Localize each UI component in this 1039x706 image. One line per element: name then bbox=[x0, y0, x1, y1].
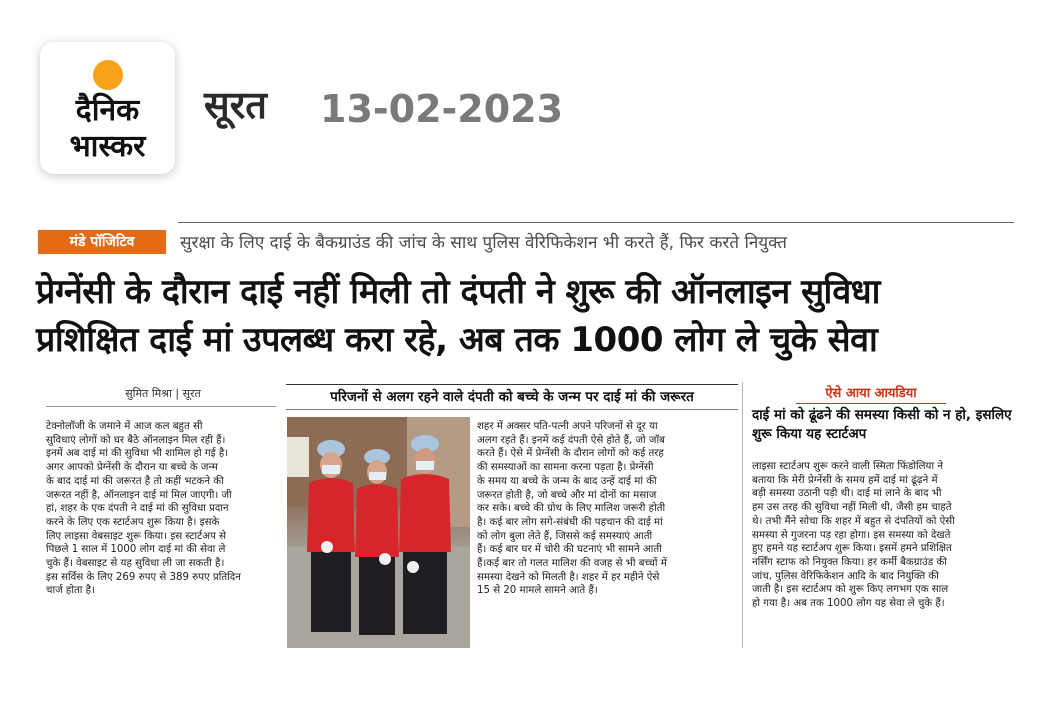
article-line: हुए हमने यह स्टार्टअप शुरू किया। इसमें हमने प्रशिक्षित bbox=[752, 543, 952, 555]
article-line: 15 से 20 मामले सामने आते हैं। bbox=[477, 585, 598, 597]
article-line: को लोग बुला लेते हैं, जिससे कई समस्याएं आती bbox=[477, 530, 653, 542]
article-line: चुके हैं। वेबसाइट से यह सुविधा ली जा सकती है। bbox=[46, 558, 225, 570]
sun-icon bbox=[93, 60, 123, 90]
article-column-1 bbox=[46, 420, 276, 650]
idea-label: ऐसे आया आयडिया bbox=[796, 385, 946, 404]
article-line: जांच, पुलिस वेरिफिकेशन आदि के बाद नियुक्ति की bbox=[752, 570, 939, 582]
article-line: अगर आपको प्रेग्नेंसी के दौरान या बच्चे के जन्म bbox=[46, 462, 218, 474]
article-line: इनमें अब दाई मां की सुविधा भी शामिल हो गई है। bbox=[46, 448, 229, 460]
article-line: करते हैं। ऐसे में प्रेग्नेंसी के दौरान लोगों को कई तरह bbox=[477, 448, 664, 460]
article-line: जरूरत होती है, जो बच्चे और मां दोनों का मसाज bbox=[477, 489, 657, 501]
edition-date: 13-02-2023 bbox=[320, 87, 564, 131]
article-line: सुविधाएं लोगों को घर बैठे ऑनलाइन मिल रही हैं। bbox=[46, 434, 226, 446]
headline-line2: प्रशिक्षित दाई मां उपलब्ध करा रहे, अब तक 1000 लोग ले चुके सेवा bbox=[36, 320, 878, 360]
column-divider bbox=[742, 382, 743, 648]
photo-illustration bbox=[287, 417, 470, 648]
dainik-bhaskar-logo bbox=[40, 42, 175, 174]
article-line: टेक्नोलॉजी के जमाने में आज कल बहुत सी bbox=[46, 421, 203, 432]
article-line: करने के लिए एक स्टार्टअप शुरू किया है। इसके bbox=[46, 516, 220, 528]
kicker-text: सुरक्षा के लिए दाई के बैकग्राउंड की जांच के साथ पुलिस वेरिफिकेशन भी करते हैं, फिर करते नियुक्त bbox=[180, 233, 787, 253]
section-tag: मंडे पॉजिटिव bbox=[38, 230, 166, 254]
byline-rule bbox=[46, 406, 276, 407]
article-column-2 bbox=[477, 420, 735, 650]
article-line: की समस्याओं का सामना करना पड़ता है। प्रेग्नेंसी bbox=[477, 462, 654, 474]
photo-three-women bbox=[287, 417, 470, 648]
article-line: जरूरत नहीं है, ऑनलाइन दाई मां मिल जाएगी। जी bbox=[46, 489, 232, 501]
article-column-3 bbox=[752, 460, 1014, 650]
article-line: चार्ज होता है। bbox=[46, 585, 95, 597]
article-line: है। कई बार लोग सगे-संबंधी की पहचान की दाई मां bbox=[477, 516, 663, 528]
article-line: लाइसा स्टार्टअप शुरू करने वाली स्मिता फिंडोलिया ने bbox=[752, 461, 943, 472]
logo-line2: भास्कर bbox=[69, 129, 146, 164]
article-line: समस्या देखने को मिलती है। शहर में हर महीने ऐसे bbox=[477, 571, 660, 583]
article-line: बड़ी समस्या उठानी पड़ी थी। दाई मां लाने के बाद भी bbox=[752, 488, 942, 500]
logo-line1: दैनिक bbox=[75, 93, 140, 128]
article-line: के बाद दाई मां की जरूरत है तो कहीं भटकने की bbox=[46, 475, 224, 487]
edition-city: सूरत bbox=[204, 83, 267, 127]
mid-section-heading: परिजनों से अलग रहने वाले दंपती को बच्चे के जन्म पर दाई मां की जरूरत bbox=[286, 384, 738, 410]
article-line: हो गया है। अब तक 1000 लोग यह सेवा ले चुके हैं। bbox=[752, 598, 945, 610]
kicker-rule bbox=[178, 222, 1014, 223]
article-line: अलग रहते हैं। इनमें कई दंपती ऐसे होते हैं, जो जॉब bbox=[477, 434, 665, 446]
article-line: जाती है। इस स्टार्टअप को शुरू किए लगभग एक साल bbox=[752, 584, 949, 596]
headline bbox=[36, 268, 1016, 364]
byline: सुमित मिश्रा | सूरत bbox=[125, 387, 201, 400]
article-line: लिए लाइसा वेबसाइट शुरू किया। इस स्टार्टअप से bbox=[46, 530, 226, 542]
article-line: कर सके। बच्चे की ग्रोथ के लिए मालिश जरूरी होती bbox=[477, 503, 666, 515]
article-line: हैं। कई बार घर में चोरी की घटनाएं भी सामने आती bbox=[477, 544, 662, 556]
headline-line1: प्रेग्नेंसी के दौरान दाई नहीं मिली तो दंपती ने शुरू की ऑनलाइन सुविधा bbox=[36, 272, 880, 312]
article-line: नर्सिंग स्टाफ को नियुक्त किया। हर कर्मी बैकग्राउंड की bbox=[752, 556, 947, 568]
article-line: इस सर्विस के लिए 269 रुपए से 389 रुपए प्रतिदिन bbox=[46, 571, 241, 583]
article-line: पिछले 1 साल में 1000 लोग दाई मां की सेवा ले bbox=[46, 544, 226, 556]
article-line: शहर में अक्सर पति-पत्नी अपने परिजनों से दूर या bbox=[477, 421, 658, 432]
article-line: थे। तभी मैंने सोचा कि शहर में बहुत से दंपतियों को ऐसी bbox=[752, 515, 955, 527]
article-line: हम उस तरह की सुविधा नहीं मिली थी, जैसी हम चाहते bbox=[752, 502, 952, 514]
article-line: बताया कि मेरी प्रेग्नेंसी के समय हमें दाई मां ढूंढ़ने में bbox=[752, 474, 938, 486]
article-line: समस्या से गुजरना पड़ रहा होगा। इस समस्या को देखते bbox=[752, 529, 951, 541]
article-line: हैं।कई बार तो गलत मालिश की वजह से भी बच्चों में bbox=[477, 558, 667, 570]
article-line: हां, शहर के एक दंपती ने दाई मां की सुविधा प्रदान bbox=[46, 503, 229, 515]
article-line: के समय या बच्चे के जन्म के बाद उन्हें दाई मां की bbox=[477, 475, 657, 487]
column-3-heading: दाई मां को ढूंढने की समस्या किसी को न हो, इसलिए शुरू किया यह स्टार्टअप bbox=[752, 407, 1012, 442]
